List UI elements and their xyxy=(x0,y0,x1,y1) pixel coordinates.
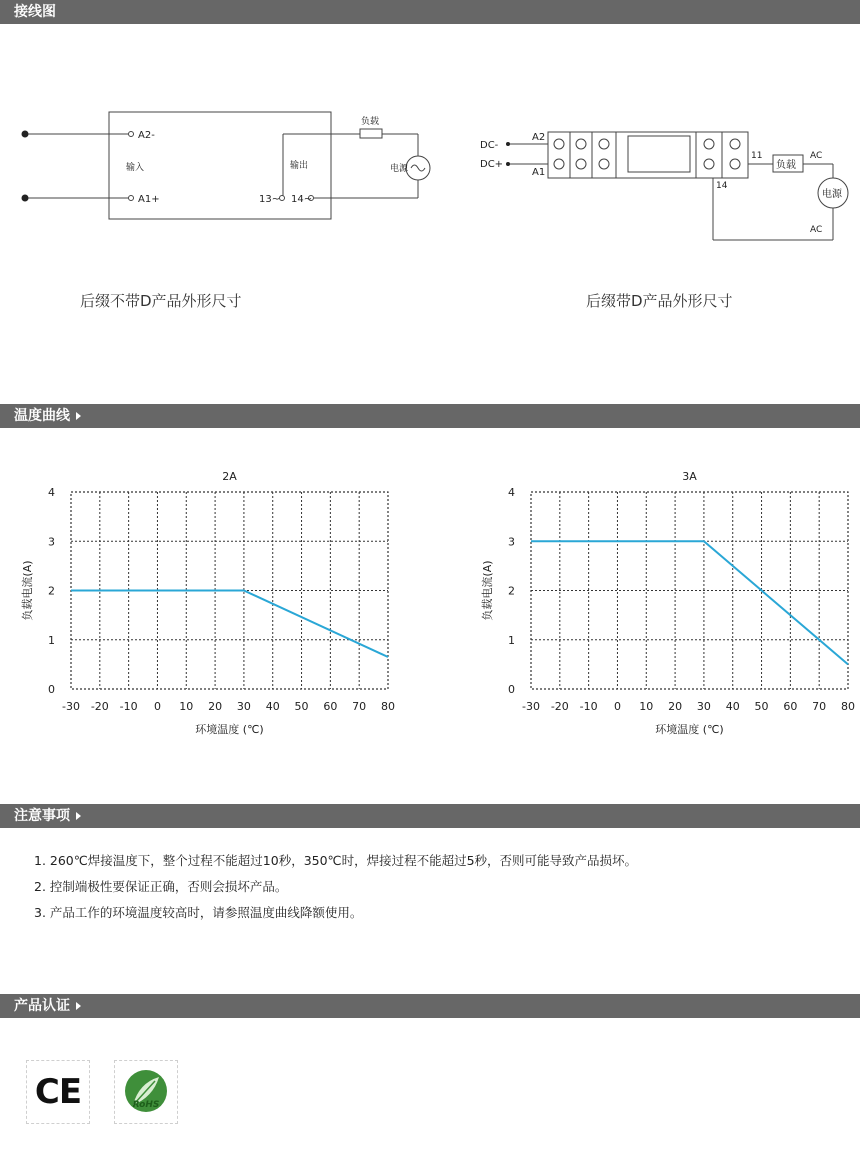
load-label: 负载 xyxy=(776,160,796,171)
ac-bottom-label: AC xyxy=(810,225,823,235)
x-tick-label: 70 xyxy=(352,700,367,713)
x-tick-label: -20 xyxy=(90,700,109,713)
x-tick-label: 60 xyxy=(783,700,798,713)
terminal-a2-label: A2- xyxy=(138,130,155,141)
note-item: 2. 控制端极性要保证正确，否则会损坏产品。 xyxy=(34,879,288,894)
note-item: 3. 产品工作的环境温度较高时，请参照温度曲线降额使用。 xyxy=(34,905,363,920)
output-label: 输出 xyxy=(290,161,309,171)
dc-plus-label: DC+ xyxy=(480,159,504,170)
x-tick-label: 30 xyxy=(696,700,711,713)
terminal-a1-label: A1 xyxy=(532,167,546,178)
derating-curve xyxy=(71,591,388,657)
x-tick-label: 10 xyxy=(639,700,654,713)
x-tick-label: -30 xyxy=(522,700,540,713)
section-header-wiring: 接线图 xyxy=(0,0,860,24)
x-tick-label: -30 xyxy=(62,700,80,713)
terminal-a2-label: A2 xyxy=(532,132,546,143)
caption-with-d: 后缀带D产品外形尺寸 xyxy=(586,292,733,310)
x-tick-label: -10 xyxy=(579,700,598,713)
x-tick-label: 30 xyxy=(236,700,251,713)
x-tick-label: 50 xyxy=(754,700,769,713)
y-tick-label: 1 xyxy=(508,633,515,647)
rohs-logo xyxy=(114,1060,178,1124)
power-label: 电源 xyxy=(822,189,842,200)
x-tick-label: 60 xyxy=(323,700,338,713)
x-tick-label: 80 xyxy=(381,700,395,713)
y-axis-label: 负载电流(A) xyxy=(481,560,494,621)
section-header-temp-curve: 温度曲线 xyxy=(0,404,860,428)
y-tick-label: 3 xyxy=(48,535,55,549)
y-tick-label: 1 xyxy=(48,633,55,647)
ac-top-label: AC xyxy=(810,151,823,161)
caption-no-d: 后缀不带D产品外形尺寸 xyxy=(80,292,242,310)
power-label: 电源 xyxy=(390,164,409,174)
x-tick-label: 40 xyxy=(265,700,280,713)
y-axis-label: 负载电流(A) xyxy=(21,560,34,621)
x-axis-label: 环境温度 (℃) xyxy=(655,723,724,736)
section-header-notes: 注意事项 xyxy=(0,804,860,828)
rohs-text: RoHS xyxy=(132,1100,160,1110)
terminal-a1-label: A1+ xyxy=(138,194,160,205)
section-header-cert: 产品认证 xyxy=(0,994,860,1018)
x-tick-label: -10 xyxy=(119,700,138,713)
x-tick-label: -20 xyxy=(550,700,569,713)
ce-mark-text: CE xyxy=(34,1072,82,1112)
terminal-14-label: 14~ xyxy=(291,194,313,205)
input-label: 输入 xyxy=(126,163,145,173)
x-tick-label: 0 xyxy=(153,700,161,713)
terminal-13-label: 13~ xyxy=(259,194,281,205)
x-tick-label: 70 xyxy=(812,700,827,713)
x-tick-label: 10 xyxy=(179,700,194,713)
x-tick-label: 0 xyxy=(613,700,621,713)
x-tick-label: 20 xyxy=(208,700,223,713)
y-tick-label: 4 xyxy=(508,486,515,499)
note-item: 1. 260℃焊接温度下，整个过程不能超过10秒，350℃时，焊接过程不能超过5秒，否则可能导致产品损坏。 xyxy=(34,853,638,868)
wiring-diagram-left xyxy=(0,100,460,230)
notes-list xyxy=(34,848,637,926)
y-tick-label: 0 xyxy=(48,683,55,696)
temp-curve-chart-3a xyxy=(430,460,860,750)
terminal-14-label: 14 xyxy=(716,181,728,191)
temp-curve-chart-2a xyxy=(0,460,420,750)
dc-minus-label: DC- xyxy=(480,140,499,151)
y-tick-label: 3 xyxy=(508,535,515,549)
chart-title: 3A xyxy=(682,470,697,483)
y-tick-label: 4 xyxy=(48,486,55,499)
x-tick-label: 50 xyxy=(294,700,309,713)
terminal-11-label: 11 xyxy=(751,151,763,161)
ce-logo xyxy=(26,1060,90,1124)
x-tick-label: 20 xyxy=(668,700,683,713)
y-tick-label: 2 xyxy=(508,584,515,598)
x-tick-label: 80 xyxy=(841,700,855,713)
derating-curve xyxy=(531,541,848,664)
x-tick-label: 40 xyxy=(725,700,740,713)
load-label: 负载 xyxy=(361,117,380,127)
y-tick-label: 2 xyxy=(48,584,55,598)
wiring-diagram-right xyxy=(470,120,860,250)
x-axis-label: 环境温度 (℃) xyxy=(195,723,264,736)
rohs-leaf-icon xyxy=(115,1061,177,1123)
chart-title: 2A xyxy=(222,470,237,483)
y-tick-label: 0 xyxy=(508,683,515,696)
